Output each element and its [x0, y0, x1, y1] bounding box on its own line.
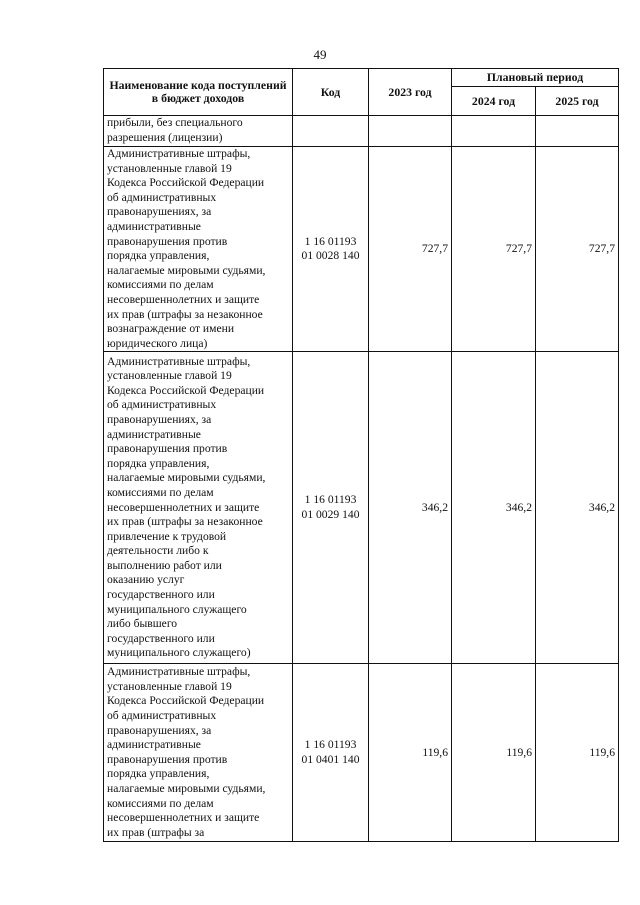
name-line: несовершеннолетних и защите — [107, 292, 260, 306]
code-line: 1 16 01193 — [304, 234, 357, 248]
name-line: об административных — [107, 709, 217, 723]
cell-value-2025: 727,7 — [536, 147, 619, 352]
code-line: 1 16 01193 — [304, 493, 357, 507]
name-line: правонарушениях, за — [107, 205, 212, 219]
name-line: Административные штрафы, — [107, 665, 251, 679]
name-line: юридического лица) — [107, 336, 208, 350]
name-line: комиссиями по делам — [107, 278, 214, 292]
header-plan-period: Плановый период — [452, 69, 619, 87]
name-line: порядка управления, — [107, 249, 210, 263]
page-number: 49 — [313, 47, 327, 62]
code-line: 01 0028 140 — [301, 249, 360, 263]
name-line: прибыли, без специального — [107, 116, 243, 130]
cell-revenue-name — [104, 116, 293, 147]
budget-revenue-table — [103, 68, 619, 842]
header-2024: 2024 год — [452, 87, 536, 116]
name-line: правонарушения против — [107, 442, 228, 456]
cell-revenue-name — [104, 352, 293, 664]
name-line: налагаемые мировыми судьями, — [107, 471, 266, 485]
table-row — [104, 352, 619, 664]
name-line: вознаграждение от имени — [107, 322, 235, 336]
name-line: установленные главой 19 — [107, 679, 232, 693]
header-name: Наименование кода поступлений в бюджет доходов — [104, 69, 293, 116]
cell-value-2023 — [369, 116, 452, 147]
name-line: привлечение к трудовой — [107, 529, 227, 543]
name-line: установленные главой 19 — [107, 161, 232, 175]
name-line: Административные штрафы, — [107, 147, 251, 160]
cell-value-2024: 727,7 — [452, 147, 536, 352]
cell-revenue-name — [104, 147, 293, 352]
name-line: деятельности либо к — [107, 544, 209, 558]
name-line: административные — [107, 738, 201, 752]
cell-code — [293, 147, 369, 352]
name-line: Кодекса Российской Федерации — [107, 176, 265, 190]
name-line: правонарушения против — [107, 234, 228, 248]
code-line: 01 0401 140 — [301, 752, 360, 766]
name-line: комиссиями по делам — [107, 485, 214, 499]
name-line: муниципального служащего) — [107, 646, 251, 660]
name-line: правонарушениях, за — [107, 412, 212, 426]
name-line: административные — [107, 427, 201, 441]
name-line: муниципального служащего — [107, 602, 247, 616]
name-line: налагаемые мировыми судьями, — [107, 263, 266, 277]
table-row — [104, 147, 619, 352]
name-line: об административных — [107, 398, 217, 412]
name-line: об административных — [107, 190, 217, 204]
name-line: несовершеннолетних и защите — [107, 811, 260, 825]
name-line: порядка управления, — [107, 456, 210, 470]
table-row — [104, 116, 619, 147]
name-line: государственного или — [107, 631, 215, 645]
cell-value-2025: 119,6 — [536, 664, 619, 842]
name-line: разрешения (лицензии) — [107, 131, 223, 144]
name-line: комиссиями по делам — [107, 796, 214, 810]
name-line: их прав (штрафы за незаконное — [107, 307, 263, 321]
name-line: их прав (штрафы за незаконное — [107, 515, 263, 529]
name-line: их прав (штрафы за — [107, 825, 205, 839]
name-line: либо бывшего — [107, 617, 178, 631]
cell-value-2024: 119,6 — [452, 664, 536, 842]
name-line: государственного или — [107, 588, 215, 602]
name-line: несовершеннолетних и защите — [107, 500, 260, 514]
name-line: Административные штрафы, — [107, 354, 251, 368]
header-2025: 2025 год — [536, 87, 619, 116]
cell-value-2023: 119,6 — [369, 664, 452, 842]
cell-value-2024 — [452, 116, 536, 147]
cell-value-2023: 346,2 — [369, 352, 452, 664]
name-line: установленные главой 19 — [107, 369, 232, 383]
name-line: Кодекса Российской Федерации — [107, 383, 265, 397]
cell-revenue-name — [104, 664, 293, 842]
cell-code — [293, 352, 369, 664]
name-line: выполнению работ или — [107, 558, 222, 572]
name-line: налагаемые мировыми судьями, — [107, 782, 266, 795]
name-line: оказанию услуг — [107, 573, 185, 587]
cell-code — [293, 116, 369, 147]
name-line: порядка управления, — [107, 767, 210, 781]
table-row — [104, 664, 619, 842]
cell-value-2024: 346,2 — [452, 352, 536, 664]
header-code: Код — [293, 69, 369, 116]
cell-value-2025: 346,2 — [536, 352, 619, 664]
cell-value-2025 — [536, 116, 619, 147]
header-2023: 2023 год — [369, 69, 452, 116]
name-line: административные — [107, 219, 201, 233]
name-line: Кодекса Российской Федерации — [107, 694, 265, 708]
name-line: правонарушениях, за — [107, 723, 212, 737]
name-line: правонарушения против — [107, 752, 228, 766]
cell-code — [293, 664, 369, 842]
code-line: 01 0029 140 — [301, 507, 360, 521]
cell-value-2023: 727,7 — [369, 147, 452, 352]
code-line: 1 16 01193 — [304, 738, 357, 752]
